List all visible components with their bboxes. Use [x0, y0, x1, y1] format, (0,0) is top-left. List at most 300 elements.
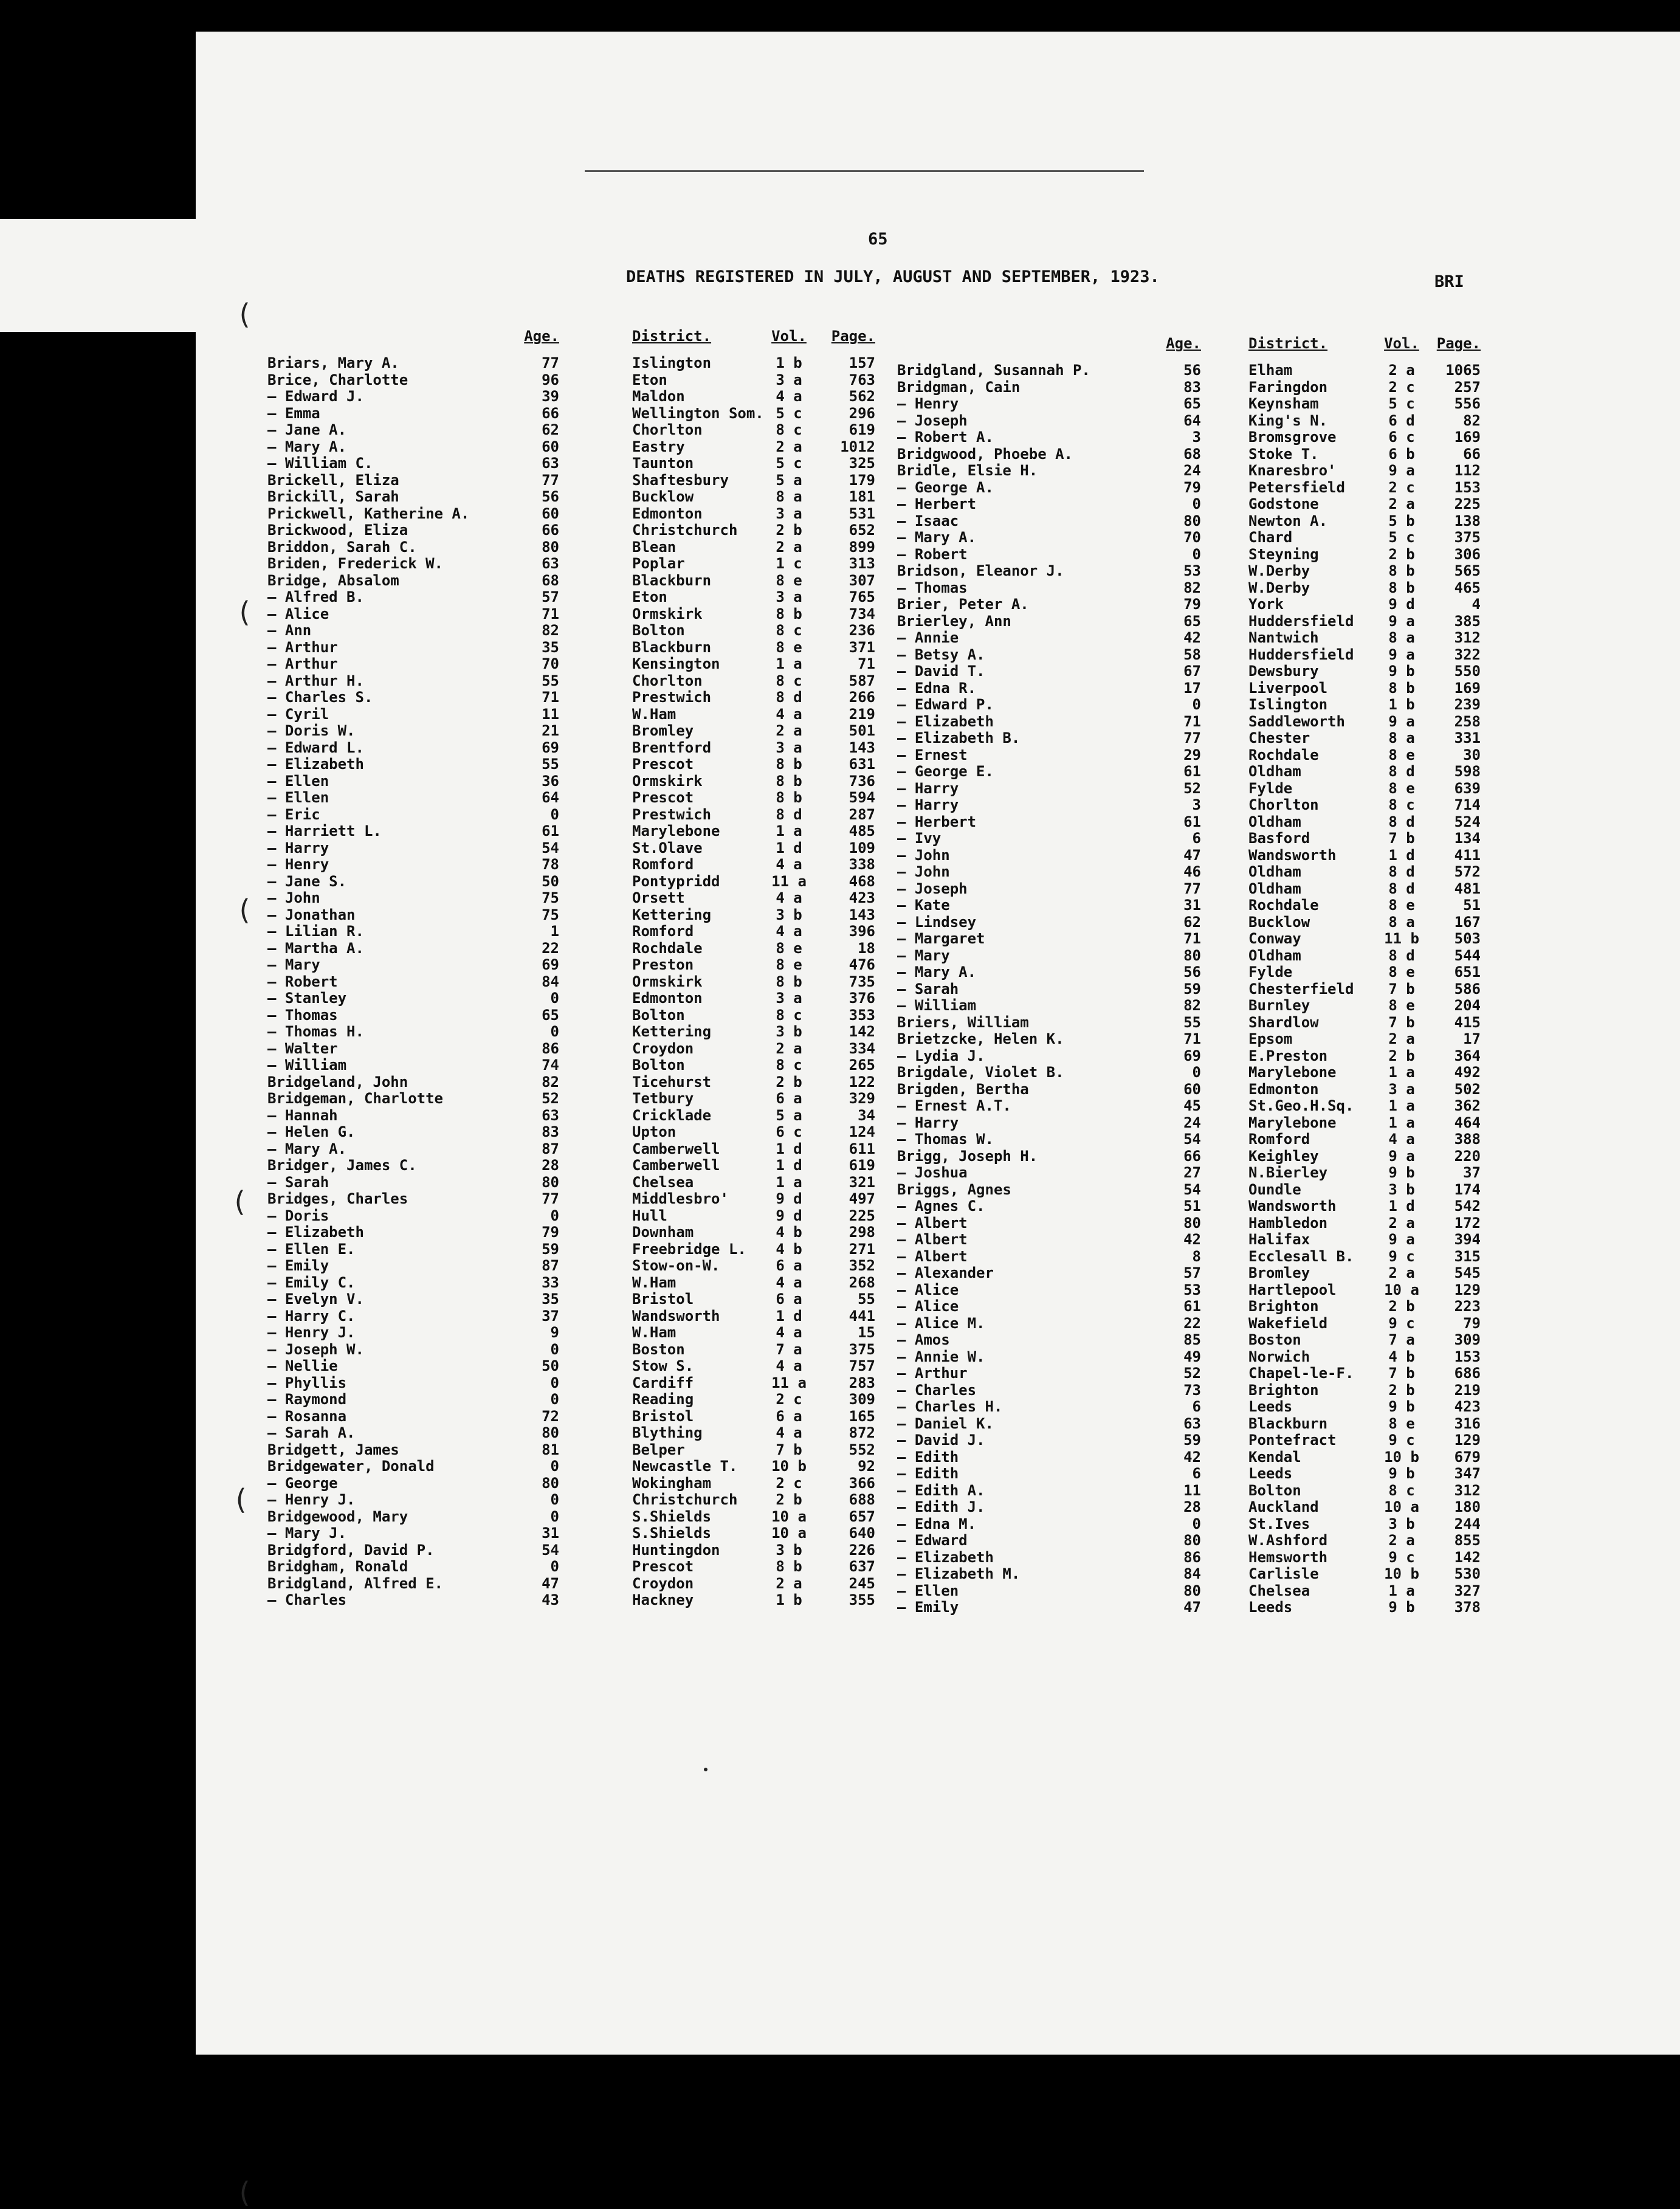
entry-name: — David T.	[897, 663, 985, 680]
entry-district: Keynsham	[1248, 395, 1319, 412]
entry-age: 17	[1183, 679, 1201, 697]
entry-vol: 8 e	[776, 571, 802, 589]
entry-page: 347	[1454, 1465, 1481, 1482]
entry-district: Petersfield	[1248, 478, 1345, 496]
entry-page: 855	[1454, 1532, 1481, 1549]
entry-row	[897, 1165, 1487, 1182]
entry-vol: 8 d	[776, 805, 802, 823]
entry-row	[897, 529, 1487, 546]
entry-page: 174	[1454, 1180, 1481, 1198]
entry-vol: 9 c	[1388, 1247, 1415, 1265]
entry-page: 611	[849, 1140, 875, 1157]
entry-vol: 8 b	[776, 973, 802, 990]
entry-district: E.Preston	[1248, 1047, 1328, 1064]
entry-name: — Ernest	[897, 746, 968, 763]
entry-page: 423	[1454, 1398, 1481, 1415]
entry-row	[897, 496, 1487, 513]
entry-vol: 2 a	[776, 1039, 802, 1057]
entry-vol: 8 b	[1388, 679, 1415, 697]
entry-row	[897, 830, 1487, 847]
binder-hole-mark: (	[236, 298, 253, 331]
entry-age: 64	[542, 789, 559, 806]
entry-age: 66	[542, 522, 559, 539]
vol-header: Vol.	[1384, 335, 1419, 352]
entry-row	[267, 1559, 875, 1576]
entry-district: St.Olave	[632, 839, 703, 856]
entry-row	[897, 730, 1487, 747]
entry-name: — Helen G.	[267, 1123, 356, 1140]
entry-row	[267, 522, 875, 539]
entry-row	[267, 489, 875, 506]
entry-name: — Sarah A.	[267, 1424, 356, 1441]
entry-page: 4	[1472, 596, 1481, 613]
entry-page: 15	[858, 1324, 875, 1341]
entry-vol: 2 c	[776, 1391, 802, 1408]
entry-vol: 9 d	[776, 1190, 802, 1207]
entry-name: — Harry	[897, 779, 959, 797]
entry-row	[897, 948, 1487, 965]
entry-row	[267, 1074, 875, 1091]
entry-page: 872	[849, 1424, 875, 1441]
entry-district: Chester	[1248, 729, 1310, 746]
entry-district: Romford	[632, 923, 694, 940]
entry-row	[897, 1265, 1487, 1282]
entry-name: — Agnes C.	[897, 1198, 985, 1215]
entry-page: 153	[1454, 478, 1481, 496]
entry-row	[267, 1174, 875, 1191]
entry-row	[897, 797, 1487, 814]
binder-hole-mark: (	[232, 1483, 249, 1516]
entry-row	[267, 1492, 875, 1509]
entry-vol: 3 b	[776, 1023, 802, 1040]
entry-name: — Joshua	[897, 1164, 968, 1181]
entry-page: 143	[849, 739, 875, 756]
entry-vol: 4 a	[776, 388, 802, 405]
entry-row	[897, 1332, 1487, 1349]
entry-page: 396	[849, 923, 875, 940]
entry-name: Bridgett, James	[267, 1441, 399, 1458]
district-header: District.	[1248, 335, 1328, 352]
entry-row	[267, 723, 875, 740]
entry-district: Shaftesbury	[632, 471, 729, 489]
entry-row	[897, 1249, 1487, 1266]
entry-name: — Ellen	[897, 1582, 959, 1599]
entry-age: 0	[550, 805, 559, 823]
entry-vol: 8 b	[1388, 579, 1415, 596]
entry-name: — William	[897, 997, 977, 1014]
entry-name: — Alexander	[897, 1264, 994, 1281]
page-title: DEATHS REGISTERED IN JULY, AUGUST AND SEPTEMBER, 1923.	[626, 267, 1160, 286]
entry-age: 0	[550, 990, 559, 1007]
entry-row	[897, 1399, 1487, 1416]
entry-vol: 6 a	[776, 1090, 802, 1107]
entry-row	[267, 874, 875, 891]
entry-row	[267, 840, 875, 857]
entry-vol: 6 c	[1388, 429, 1415, 446]
entry-name: — Charles H.	[897, 1398, 1003, 1415]
entry-page: 66	[1463, 445, 1481, 463]
entry-row	[897, 1499, 1487, 1516]
entry-name: Bridgewater, Donald	[267, 1458, 435, 1475]
entry-age: 63	[542, 555, 559, 572]
entry-name: — Arthur H.	[267, 672, 364, 689]
entry-district: W.Ham	[632, 1273, 676, 1291]
entry-page: 225	[1454, 495, 1481, 512]
entry-page: 296	[849, 404, 875, 422]
binder-hole-mark: (	[231, 1185, 248, 1218]
binder-hole-mark: (	[236, 596, 253, 629]
entry-row	[267, 1208, 875, 1225]
entry-vol: 1 d	[1388, 846, 1415, 864]
entry-age: 52	[1183, 1365, 1201, 1382]
entry-age: 55	[542, 672, 559, 689]
entry-page: 586	[1454, 980, 1481, 998]
entry-vol: 4 a	[776, 1424, 802, 1441]
entry-district: Marylebone	[1248, 1064, 1337, 1081]
entry-vol: 2 c	[776, 1474, 802, 1492]
entry-page: 735	[849, 973, 875, 990]
entry-district: Wandsworth	[1248, 846, 1337, 864]
entry-age: 11	[1183, 1481, 1201, 1499]
entry-name: — Emily	[267, 1257, 329, 1274]
entry-age: 22	[542, 939, 559, 957]
entry-age: 0	[550, 1458, 559, 1475]
entry-district: Eastry	[632, 438, 685, 455]
entry-district: Bolton	[632, 1056, 685, 1073]
entry-row	[897, 1298, 1487, 1315]
entry-district: Ormskirk	[632, 973, 703, 990]
entry-name: Bridle, Elsie H.	[897, 462, 1038, 479]
entry-page: 652	[849, 522, 875, 539]
entry-vol: 5 b	[1388, 512, 1415, 529]
entry-district: Oldham	[1248, 880, 1301, 897]
entry-page: 639	[1454, 779, 1481, 797]
entry-page: 244	[1454, 1515, 1481, 1532]
entry-age: 24	[1183, 462, 1201, 479]
entry-row	[267, 1375, 875, 1392]
entry-district: Oldham	[1248, 763, 1301, 780]
entry-age: 0	[1192, 495, 1201, 512]
entry-row	[267, 1442, 875, 1459]
entry-vol: 8 b	[776, 772, 802, 790]
entry-vol: 8 e	[1388, 746, 1415, 763]
entry-vol: 3 b	[1388, 1180, 1415, 1198]
entry-name: Bridgeland, John	[267, 1073, 408, 1091]
entry-age: 52	[1183, 779, 1201, 797]
entry-row	[897, 1349, 1487, 1366]
entry-vol: 1 a	[776, 822, 802, 839]
entry-age: 60	[542, 505, 559, 522]
entry-page: 481	[1454, 880, 1481, 897]
entry-vol: 5 c	[776, 455, 802, 472]
entry-row	[897, 396, 1487, 413]
entry-vol: 8 b	[776, 1558, 802, 1575]
entry-name: — Jane A.	[267, 421, 347, 438]
entry-age: 61	[542, 822, 559, 839]
entry-district: Blackburn	[632, 638, 712, 656]
entry-age: 80	[1183, 946, 1201, 964]
entry-age: 0	[550, 1391, 559, 1408]
entry-vol: 1 d	[776, 839, 802, 856]
entry-name: Briggs, Agnes	[897, 1180, 1011, 1198]
entry-name: — Ivy	[897, 830, 942, 847]
entry-name: — Harry	[897, 1114, 959, 1131]
entry-district: Saddleworth	[1248, 712, 1345, 730]
entry-page: 165	[849, 1407, 875, 1425]
entry-row	[267, 506, 875, 523]
entry-district: Ormskirk	[632, 605, 703, 622]
entry-vol: 7 b	[1388, 1013, 1415, 1031]
entry-page: 686	[1454, 1365, 1481, 1382]
entry-district: Pontefract	[1248, 1432, 1337, 1449]
entry-vol: 3 a	[776, 505, 802, 522]
entry-row	[267, 1141, 875, 1158]
entry-row	[267, 1425, 875, 1442]
entry-page: 542	[1454, 1198, 1481, 1215]
entry-name: — Emily	[897, 1599, 959, 1616]
entry-page: 415	[1454, 1013, 1481, 1031]
entry-name: — Albert	[897, 1214, 968, 1232]
entry-district: Bolton	[1248, 1481, 1301, 1499]
entry-row	[267, 689, 875, 706]
entry-age: 96	[542, 371, 559, 388]
entry-vol: 3 b	[1388, 1515, 1415, 1532]
entry-row	[897, 563, 1487, 580]
entry-age: 68	[542, 571, 559, 589]
entry-page: 371	[849, 638, 875, 656]
entry-page: 321	[849, 1173, 875, 1191]
entry-name: — Harry	[897, 796, 959, 813]
section-code: BRI	[1434, 272, 1464, 291]
entry-name: Briars, Mary A.	[267, 354, 399, 371]
entry-district: Steyning	[1248, 545, 1319, 563]
entry-row	[897, 1215, 1487, 1232]
entry-age: 0	[1192, 696, 1201, 713]
entry-age: 75	[542, 889, 559, 906]
entry-age: 59	[1183, 1432, 1201, 1449]
entry-district: Blackburn	[1248, 1415, 1328, 1432]
entry-page: 219	[1454, 1381, 1481, 1399]
entry-page: 338	[849, 856, 875, 873]
entry-vol: 2 a	[1388, 495, 1415, 512]
entry-page: 378	[1454, 1599, 1481, 1616]
entry-page: 258	[1454, 712, 1481, 730]
entry-page: 307	[849, 571, 875, 589]
entry-vol: 4 a	[1388, 1131, 1415, 1148]
entry-name: — Annie W.	[897, 1348, 985, 1365]
entry-age: 52	[542, 1090, 559, 1107]
entry-row	[897, 1382, 1487, 1399]
entry-vol: 1 a	[776, 1173, 802, 1191]
entry-page: 225	[849, 1207, 875, 1224]
entry-row	[267, 455, 875, 472]
entry-page: 502	[1454, 1080, 1481, 1098]
entry-name: Briddon, Sarah C.	[267, 538, 417, 556]
entry-vol: 10 a	[1384, 1281, 1419, 1298]
entry-name: Brickell, Eliza	[267, 471, 399, 489]
entry-age: 63	[542, 455, 559, 472]
entry-district: W.Ham	[632, 705, 676, 723]
entry-age: 73	[1183, 1381, 1201, 1399]
entry-district: Basford	[1248, 830, 1310, 847]
entry-name: — Elizabeth	[267, 756, 364, 773]
entry-district: Kettering	[632, 1023, 712, 1040]
entry-district: King's N.	[1248, 412, 1328, 429]
entry-row	[897, 1048, 1487, 1065]
entry-age: 65	[542, 1006, 559, 1024]
entry-page: 355	[849, 1591, 875, 1608]
entry-district: Downham	[632, 1224, 694, 1241]
entry-page: 245	[849, 1574, 875, 1592]
entry-page: 18	[858, 939, 875, 957]
entry-vol: 4 b	[1388, 1348, 1415, 1365]
entry-name: Bridgman, Cain	[897, 378, 1021, 396]
entry-vol: 4 a	[776, 1273, 802, 1291]
entry-age: 0	[550, 1558, 559, 1575]
entry-page: 465	[1454, 579, 1481, 596]
entry-row	[897, 1282, 1487, 1299]
vol-header: Vol.	[771, 328, 807, 345]
entry-name: — Mary	[897, 946, 950, 964]
entry-row	[897, 362, 1487, 379]
entry-row	[897, 613, 1487, 630]
entry-page: 530	[1454, 1565, 1481, 1582]
entry-age: 54	[542, 839, 559, 856]
entry-row	[897, 964, 1487, 981]
entry-page: 556	[1454, 395, 1481, 412]
entry-age: 24	[1183, 1114, 1201, 1131]
entry-name: — Herbert	[897, 813, 977, 830]
entry-page: 899	[849, 538, 875, 556]
entry-page: 485	[849, 822, 875, 839]
entry-district: Brentford	[632, 739, 712, 756]
entry-vol: 2 b	[1388, 1381, 1415, 1399]
entry-row	[897, 596, 1487, 613]
entry-name: — John	[897, 846, 950, 864]
entry-row	[897, 1081, 1487, 1098]
entry-name: — Mary A.	[267, 1140, 347, 1157]
entry-row	[267, 656, 875, 673]
entry-age: 60	[542, 438, 559, 455]
entry-row	[897, 630, 1487, 647]
entry-district: Nantwich	[1248, 629, 1319, 646]
entry-vol: 7 b	[1388, 830, 1415, 847]
entry-age: 36	[542, 772, 559, 790]
entry-name: Bridgewood, Mary	[267, 1508, 408, 1525]
entry-vol: 5 c	[776, 404, 802, 422]
entry-vol: 7 a	[776, 1340, 802, 1358]
entry-district: Keighley	[1248, 1147, 1319, 1165]
entry-district: Marylebone	[1248, 1114, 1337, 1131]
entry-page: 531	[849, 505, 875, 522]
entry-vol: 2 c	[1388, 478, 1415, 496]
entry-row	[897, 513, 1487, 530]
entry-age: 63	[542, 1106, 559, 1124]
entry-row	[897, 864, 1487, 881]
right-column-header	[897, 336, 1487, 362]
entry-vol: 8 d	[1388, 763, 1415, 780]
entry-district: Marylebone	[632, 822, 720, 839]
entry-name: Brietzcke, Helen K.	[897, 1030, 1064, 1047]
entry-page: 129	[1454, 1281, 1481, 1298]
entry-district: Blean	[632, 538, 676, 556]
entry-name: Bridgford, David P.	[267, 1541, 435, 1559]
entry-name: — Edna R.	[897, 679, 977, 697]
entry-vol: 10 a	[771, 1508, 807, 1525]
entry-name: Brigdale, Violet B.	[897, 1064, 1064, 1081]
entry-age: 22	[1183, 1314, 1201, 1332]
entry-district: Leeds	[1248, 1398, 1293, 1415]
entry-district: Brighton	[1248, 1381, 1319, 1399]
entry-name: — Amos	[897, 1331, 950, 1348]
entry-age: 61	[1183, 813, 1201, 830]
entry-age: 9	[550, 1324, 559, 1341]
entry-vol: 8 b	[776, 789, 802, 806]
entry-name: — Jonathan	[267, 906, 356, 923]
entry-name: Briden, Frederick W.	[267, 555, 443, 572]
entry-age: 77	[1183, 880, 1201, 897]
entry-age: 50	[542, 872, 559, 890]
entry-district: Bristol	[632, 1407, 694, 1425]
entry-district: Bolton	[632, 1006, 685, 1024]
entry-name: — Arthur	[267, 638, 338, 656]
entry-vol: 9 b	[1388, 1164, 1415, 1181]
entry-vol: 2 a	[776, 1574, 802, 1592]
entry-row	[267, 1475, 875, 1492]
entry-page: 598	[1454, 763, 1481, 780]
entry-district: Prescot	[632, 789, 694, 806]
entry-name: — David J.	[897, 1432, 985, 1449]
entry-row	[897, 429, 1487, 446]
entry-page: 51	[1463, 897, 1481, 914]
entry-district: Rochdale	[1248, 897, 1319, 914]
entry-page: 172	[1454, 1214, 1481, 1232]
entry-age: 87	[542, 1257, 559, 1274]
entry-vol: 9 a	[1388, 1147, 1415, 1165]
entry-vol: 2 b	[776, 522, 802, 539]
entry-vol: 10 b	[1384, 1448, 1419, 1466]
entry-row	[897, 446, 1487, 463]
entry-vol: 8 e	[776, 939, 802, 957]
entry-row	[267, 1358, 875, 1375]
entry-vol: 5 a	[776, 471, 802, 489]
entry-row	[267, 823, 875, 840]
entry-page: 353	[849, 1006, 875, 1024]
entry-vol: 10 a	[1384, 1498, 1419, 1515]
entry-age: 86	[1183, 1548, 1201, 1566]
entry-vol: 2 a	[1388, 1214, 1415, 1232]
entry-vol: 2 a	[1388, 362, 1415, 379]
entry-page: 268	[849, 1273, 875, 1291]
entry-row	[897, 1549, 1487, 1566]
entry-age: 0	[550, 1508, 559, 1525]
entry-vol: 1 b	[776, 1591, 802, 1608]
entry-name: — Walter	[267, 1039, 338, 1057]
entry-page: 411	[1454, 846, 1481, 864]
entry-age: 63	[1183, 1415, 1201, 1432]
entry-name: — Thomas H.	[267, 1023, 364, 1040]
entry-page: 312	[1454, 629, 1481, 646]
entry-vol: 9 b	[1388, 663, 1415, 680]
entry-vol: 9 a	[1388, 612, 1415, 630]
entry-name: — Alfred B.	[267, 588, 364, 605]
entry-age: 1	[550, 923, 559, 940]
entry-age: 65	[1183, 612, 1201, 630]
entry-row	[267, 990, 875, 1007]
entry-age: 62	[542, 421, 559, 438]
entry-page: 503	[1454, 930, 1481, 947]
entry-page: 550	[1454, 663, 1481, 680]
